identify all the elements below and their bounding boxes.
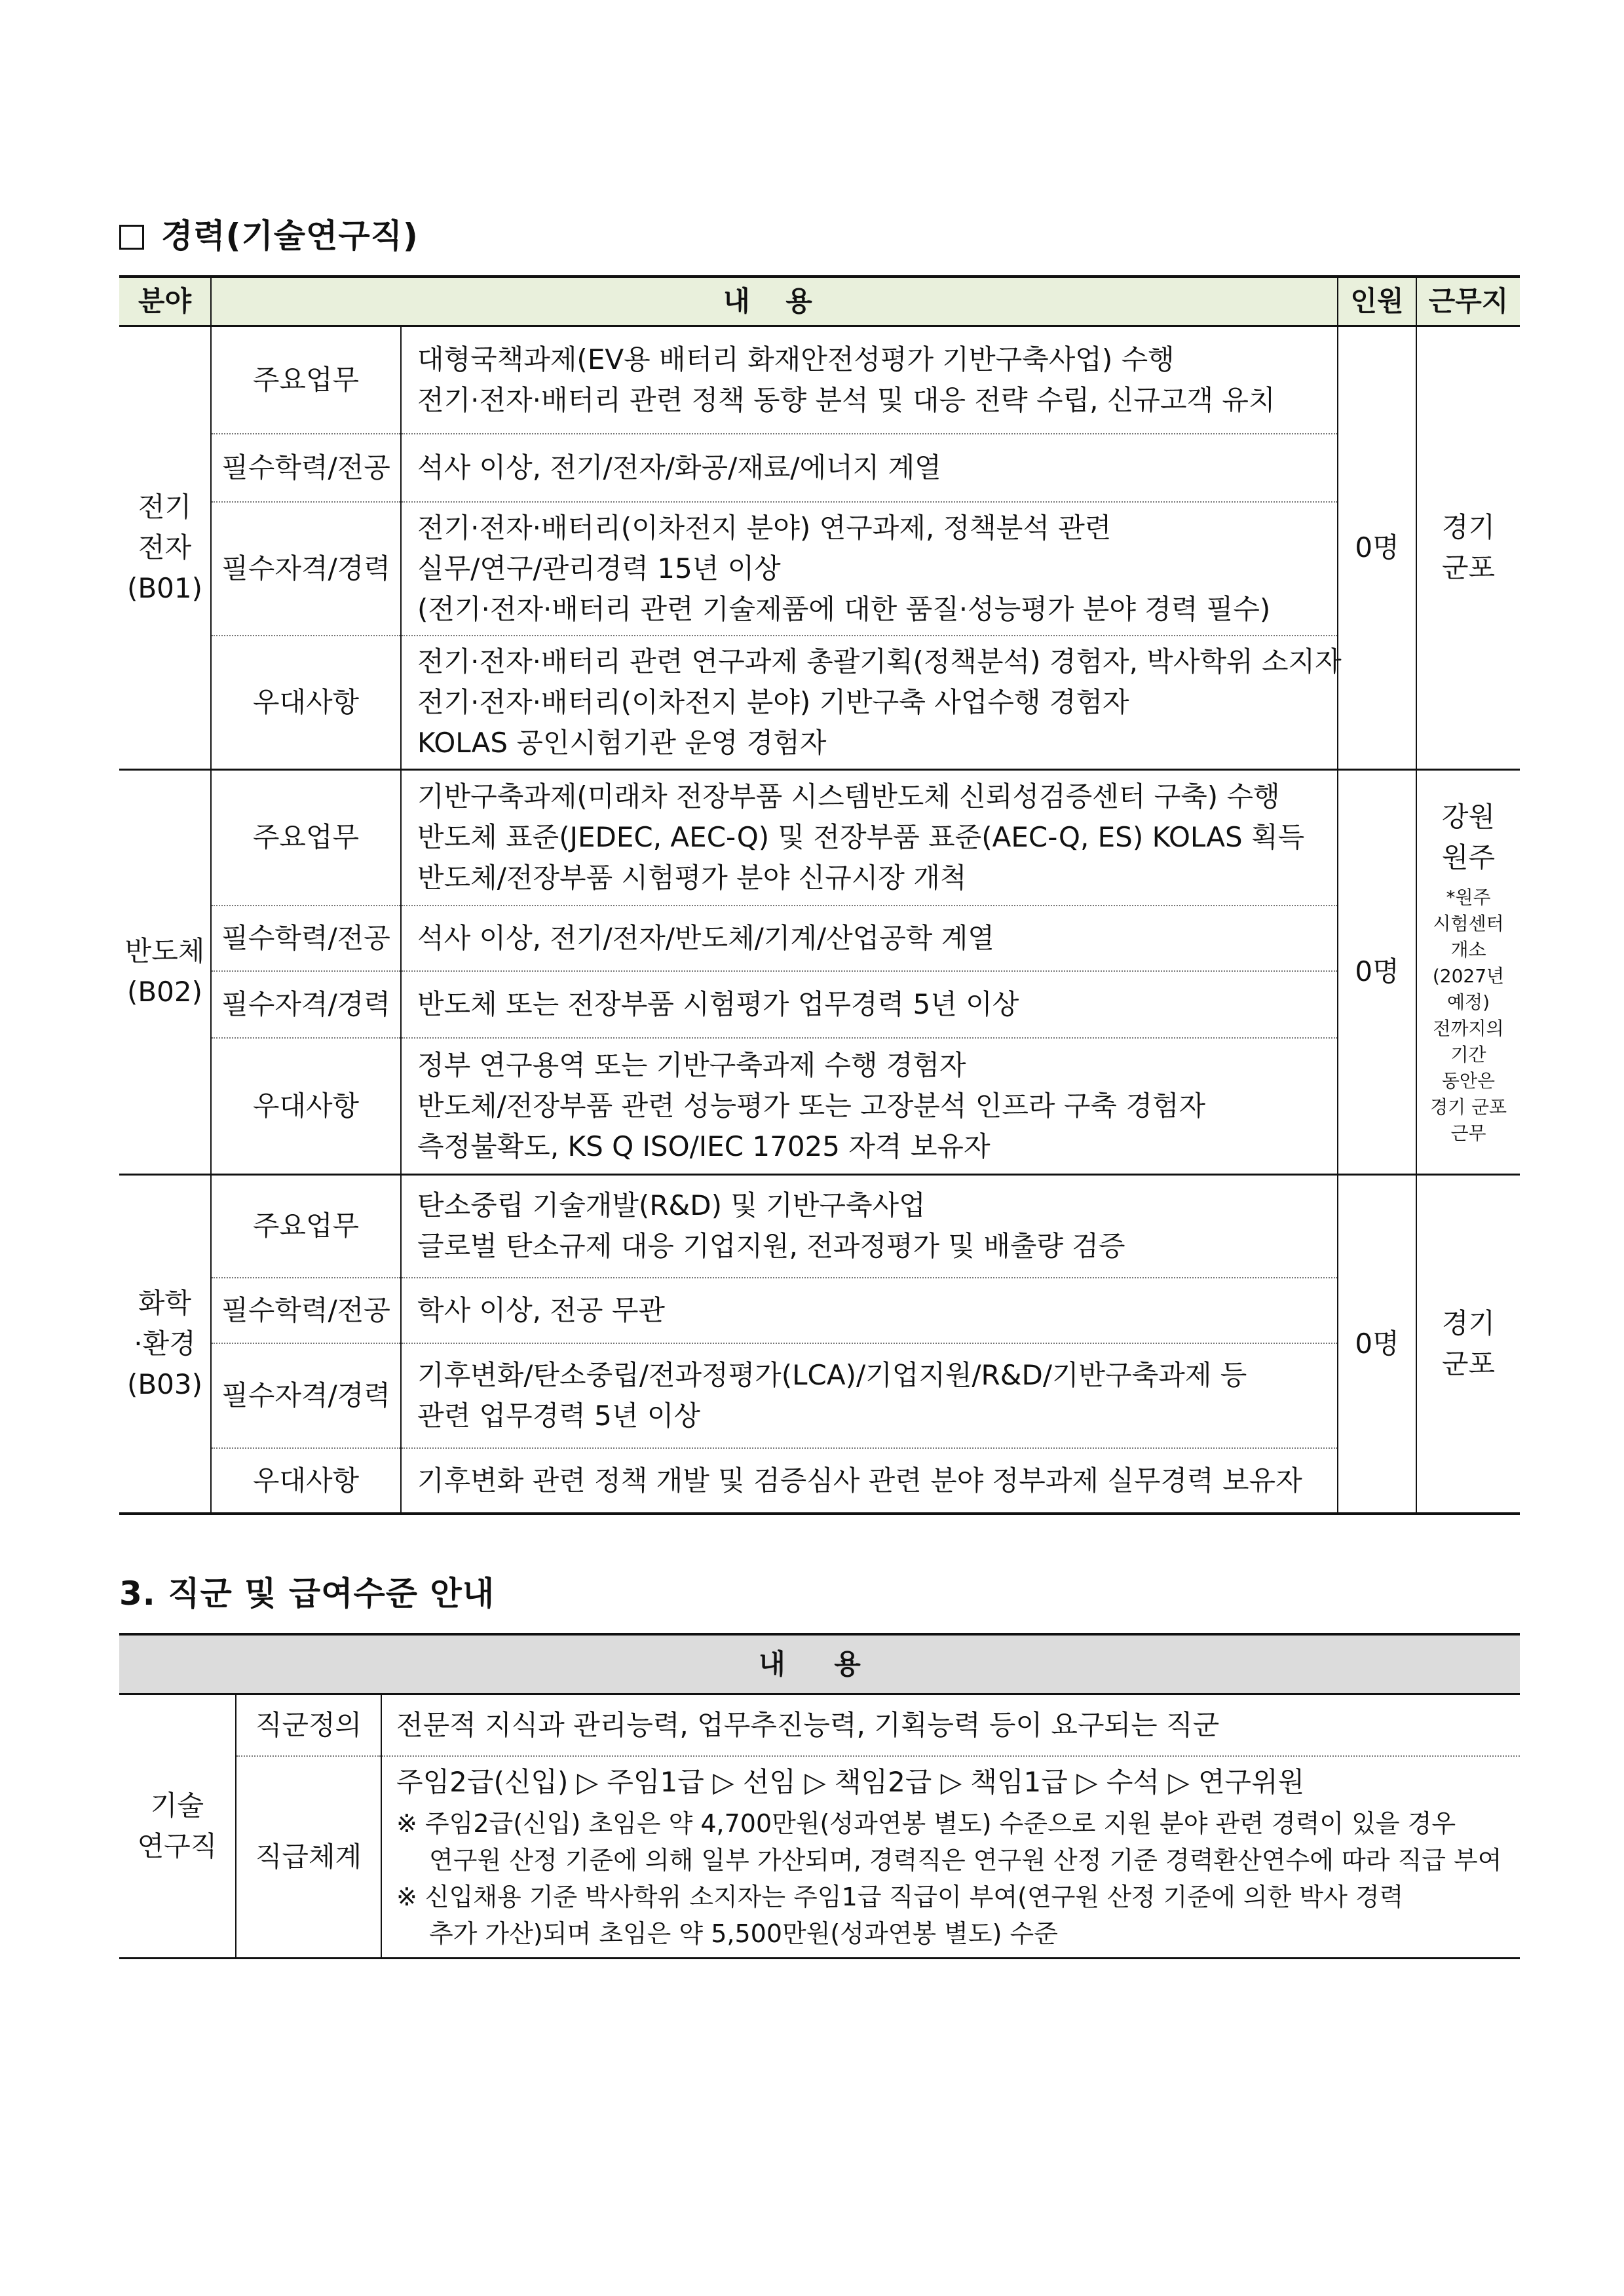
label-duty: 주요업무 <box>211 326 401 434</box>
content-qual: 기후변화/탄소중립/전과정평가(LCA)/기업지원/R&D/기반구축과제 등 관련 업무경력 5년 이상 <box>401 1343 1338 1448</box>
table-row <box>119 326 1520 434</box>
table-row <box>119 1174 1520 1278</box>
content-qual: 전기·전자·배터리(이차전지 분야) 연구과제, 정책분석 관련 실무/연구/관리경력 15년 이상 (전기·전자·배터리 관련 기술제품에 대한 품질·성능평가 분야 경력 필수) <box>401 502 1338 636</box>
field-cell: 전기 전자 (B01) <box>119 326 211 770</box>
header-people: 인원 <box>1338 277 1416 326</box>
label-grade-system: 직급체계 <box>236 1756 381 1959</box>
content-edu: 석사 이상, 전기/전자/반도체/기계/산업공학 계열 <box>401 906 1338 971</box>
field-cell: 반도체 (B02) <box>119 769 211 1174</box>
header-field: 분야 <box>119 277 211 326</box>
content-duty: 탄소중립 기술개발(R&D) 및 기반구축사업 글로벌 탄소규제 대응 기업지원, 전과정평가 및 배출량 검증 <box>417 1189 1125 1263</box>
place-cell: 경기 군포 <box>1441 510 1496 584</box>
table-row <box>119 906 1520 971</box>
label-duty: 주요업무 <box>211 1174 401 1278</box>
field-cell: 화학 ·환경 (B03) <box>119 1174 211 1514</box>
table-row <box>119 1448 1520 1514</box>
label-qual: 필수자격/경력 <box>211 502 401 636</box>
content-duty: 기반구축과제(미래차 전장부품 시스템반도체 신뢰성검증센터 구축) 수행 반도체 표준(JEDEC, AEC-Q) 및 전장부품 표준(AEC-Q, ES) KOLAS 획득 반도체/전장부품 시험평가 분야 신규시장 개척 <box>417 780 1305 894</box>
content-edu: 석사 이상, 전기/전자/화공/재료/에너지 계열 <box>401 434 1338 502</box>
group-b03 <box>119 1174 1520 1514</box>
label-definition: 직군정의 <box>236 1694 381 1756</box>
grade-note-1: ※ 주임2급(신입) 초임은 약 4,700만원(성과연봉 별도) 수준으로 지원 분야 관련 경력이 있을 경우 <box>396 1808 1456 1838</box>
label-pref: 우대사항 <box>211 636 401 770</box>
people-cell: 0명 <box>1338 1174 1416 1514</box>
label-qual: 필수자격/경력 <box>211 971 401 1038</box>
grade-table <box>119 1633 1520 1959</box>
table-row <box>119 1756 1520 1959</box>
place-note: *원주 시험센터 개소 (2027년 예정) 전까지의 기간 동안은 경기 군포 근무 <box>1429 887 1507 1144</box>
label-edu: 필수학력/전공 <box>211 1278 401 1343</box>
content-definition: 전문적 지식과 관리능력, 업무추진능력, 기획능력 등이 요구되는 직군 <box>396 1708 1220 1741</box>
label-edu: 필수학력/전공 <box>211 906 401 971</box>
label-pref: 우대사항 <box>211 1038 401 1174</box>
table-row <box>119 1038 1520 1174</box>
grade-note-2-cont: 추가 가산)되며 초임은 약 5,500만원(성과연봉 별도) 수준 <box>429 1919 1058 1948</box>
table-row <box>119 1278 1520 1343</box>
content-duty: 대형국책과제(EV용 배터리 화재안전성평가 기반구축사업) 수행 전기·전자·배터리 관련 정책 동향 분석 및 대응 전략 수립, 신규고객 유치 <box>417 343 1275 416</box>
table-row <box>119 434 1520 502</box>
grade-header: 내 용 <box>119 1634 1520 1694</box>
table-row <box>119 1694 1520 1756</box>
label-pref: 우대사항 <box>211 1448 401 1514</box>
label-qual: 필수자격/경력 <box>211 1343 401 1448</box>
content-qual: 반도체 또는 전장부품 시험평가 업무경력 5년 이상 <box>401 971 1338 1038</box>
place-cell: 강원 원주 *원주 시험센터 개소 (2027년 예정) 전까지의 기간 동안은 경기 군포 근무 <box>1416 769 1520 1174</box>
section-title-grade: 3. 직군 및 급여수준 안내 <box>119 1575 495 1613</box>
content-pref: 기후변화 관련 정책 개발 및 검증심사 관련 분야 정부과제 실무경력 보유자 <box>401 1448 1338 1514</box>
table-header-row <box>119 277 1520 326</box>
group-b01 <box>119 326 1520 770</box>
label-edu: 필수학력/전공 <box>211 434 401 502</box>
grade-sequence: 주임2급(신입) ▷ 주임1급 ▷ 선임 ▷ 책임2급 ▷ 책임1급 ▷ 수석 ▷ 연구위원 <box>396 1765 1305 1798</box>
content-pref: 정부 연구용역 또는 기반구축과제 수행 경험자 반도체/전장부품 관련 성능평가 또는 고장분석 인프라 구축 경험자 측정불확도, KS Q ISO/IEC 17025 자격 보유자 <box>401 1038 1338 1174</box>
grade-note-2: ※ 신입채용 기준 박사학위 소지자는 주임1급 직급이 부여(연구원 산정 기준에 의한 박사 경력 <box>396 1882 1404 1911</box>
grade-header-row <box>119 1634 1520 1694</box>
content-pref: 전기·전자·배터리 관련 연구과제 총괄기획(정책분석) 경험자, 박사학위 소지자 전기·전자·배터리(이차전지 분야) 기반구축 사업수행 경험자 KOLAS 공인시험기관 운영 경험자 <box>401 636 1338 770</box>
section-title-career: 경력(기술연구직) <box>119 210 419 257</box>
label-duty: 주요업무 <box>211 769 401 906</box>
checkbox-icon <box>119 225 144 250</box>
table-row <box>119 636 1520 770</box>
content-edu: 학사 이상, 전공 무관 <box>401 1278 1338 1343</box>
job-group-cell: 기술 연구직 <box>119 1694 236 1959</box>
header-place: 근무지 <box>1416 277 1520 326</box>
table-row <box>119 1343 1520 1448</box>
table-row <box>119 769 1520 906</box>
place-cell: 경기 군포 <box>1441 1307 1496 1380</box>
people-cell: 0명 <box>1338 326 1416 770</box>
table-row <box>119 502 1520 636</box>
content-grade-system <box>381 1756 1520 1959</box>
career-table <box>119 275 1520 1515</box>
header-content: 내 용 <box>211 277 1338 326</box>
grade-note-1-cont: 연구원 산정 기준에 의해 일부 가산되며, 경력직은 연구원 산정 기준 경력환산연수에 따라 직급 부여 <box>429 1845 1502 1875</box>
table-row <box>119 971 1520 1038</box>
group-b02 <box>119 769 1520 1174</box>
people-cell: 0명 <box>1338 769 1416 1174</box>
